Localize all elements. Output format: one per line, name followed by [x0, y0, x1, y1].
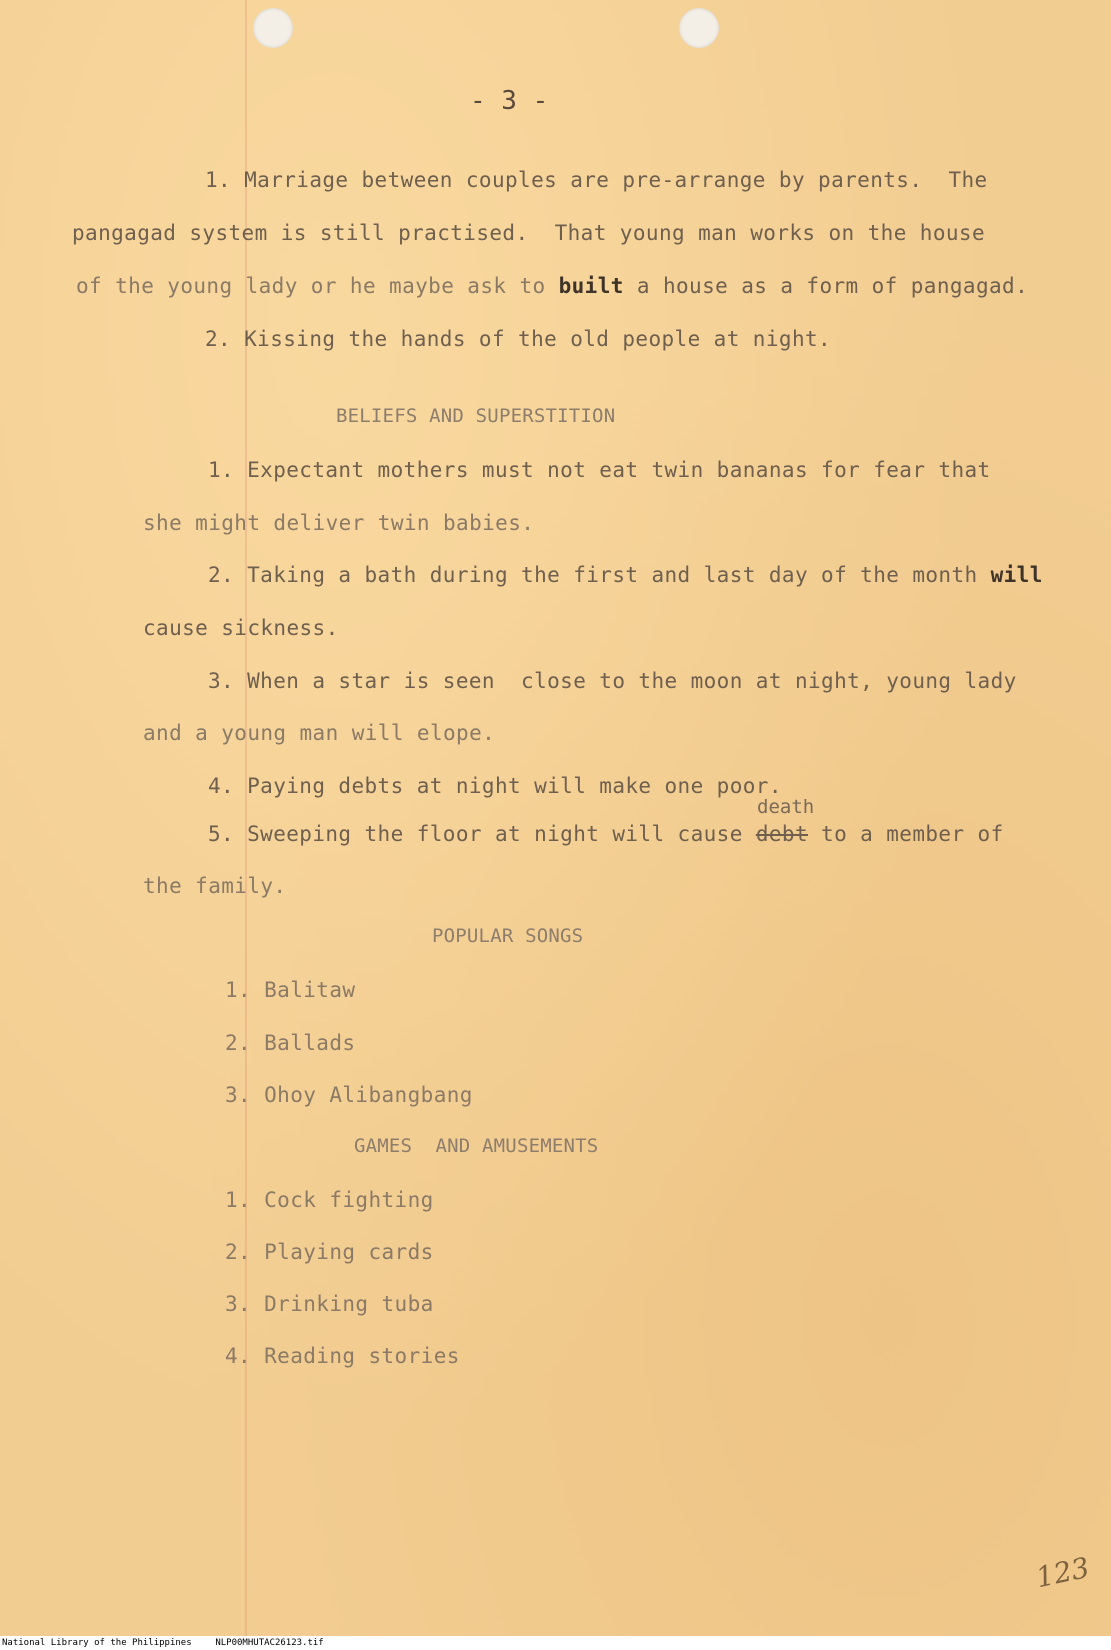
marriage-line-3-start: of the young lady or he maybe ask to	[76, 274, 559, 298]
marriage-line-2: pangagad system is still practised. That young man works on the house	[72, 221, 986, 245]
punch-hole-right	[679, 8, 719, 48]
songs-heading: POPULAR SONGS	[432, 925, 584, 947]
marriage-line-3-end: a house as a form of pangagad.	[623, 274, 1029, 298]
belief-1-line-2: she might deliver twin babies.	[143, 511, 535, 535]
inserted-word-death: death	[757, 796, 815, 818]
belief-5-line-1	[208, 822, 1004, 846]
punch-hole-left	[253, 8, 293, 48]
marriage-line-3	[76, 274, 1028, 298]
footer-library: National Library of the Philippines	[2, 1638, 192, 1648]
belief-3-line-2: and a young man will elope.	[143, 721, 496, 745]
beliefs-heading: BELIEFS AND SUPERSTITION	[336, 405, 616, 427]
marriage-line-4: 2. Kissing the hands of the old people at night.	[205, 327, 832, 351]
game-item: 1. Cock fighting	[225, 1188, 434, 1212]
marriage-line-1: 1. Marriage between couples are pre-arrange by parents. The	[205, 168, 988, 192]
handwritten-page-mark: 123	[1033, 1550, 1093, 1595]
belief-2-line-1	[208, 563, 1043, 587]
belief-1-line-1: 1. Expectant mothers must not eat twin bananas for fear that	[208, 458, 991, 482]
belief-5-text-end: to a member of	[808, 822, 1004, 846]
will-word: will	[990, 563, 1043, 587]
game-item: 3. Drinking tuba	[225, 1292, 434, 1316]
belief-4: 4. Paying debts at night will make one poor.	[208, 774, 782, 798]
page-number: - 3 -	[470, 86, 549, 116]
struck-word-debt: debt	[755, 822, 808, 846]
game-item: 2. Playing cards	[225, 1240, 434, 1264]
song-item: 1. Balitaw	[225, 978, 356, 1002]
scan-footer	[0, 1636, 1111, 1650]
games-heading: GAMES AND AMUSEMENTS	[354, 1135, 599, 1157]
belief-5-line-2: the family.	[143, 874, 287, 898]
built-word: built	[558, 274, 624, 298]
song-item: 3. Ohoy Alibangbang	[225, 1083, 473, 1107]
belief-2-line-2: cause sickness.	[143, 616, 339, 640]
belief-3-line-1: 3. When a star is seen close to the moon at night, young lady	[208, 669, 1017, 693]
belief-2-text: 2. Taking a bath during the first and last day of the month	[208, 563, 991, 587]
footer-filename: NLP00MHUTAC26123.tif	[215, 1638, 324, 1648]
belief-5-text-start: 5. Sweeping the floor at night will cause	[208, 822, 756, 846]
game-item: 4. Reading stories	[225, 1344, 460, 1368]
song-item: 2. Ballads	[225, 1031, 356, 1055]
